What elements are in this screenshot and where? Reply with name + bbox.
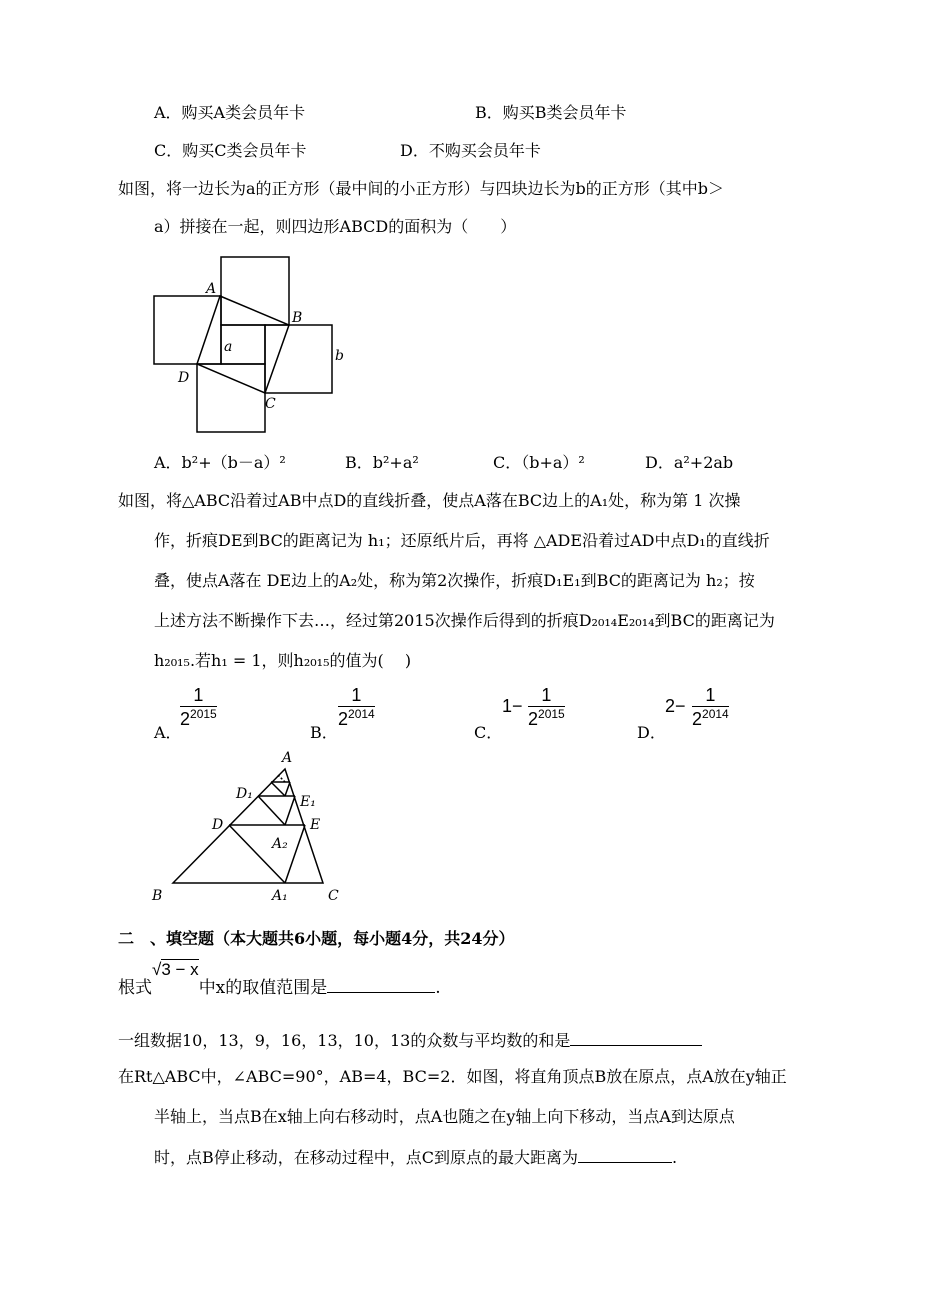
label-e: E (310, 817, 321, 833)
prefix-d: 2− (665, 696, 686, 716)
question-text: 半轴上，当点B在x轴上向右移动时，点A也随之在y轴上向下移动，当点A到达原点 (154, 1107, 735, 1126)
question-text: 上述方法不断操作下去…，经过第2015次操作后得到的折痕D₂₀₁₄E₂₀₁₄到BC的距离记为 (154, 611, 775, 630)
text: 中x的取值范围是 (198, 978, 328, 998)
question-text: 如图，将一边长为a的正方形（最中间的小正方形）与四块边长为b的正方形（其中b＞ (118, 179, 725, 198)
fraction-a: $\frac{1}{2^{2015}}$ (180, 685, 217, 729)
label-side-b: b (335, 348, 344, 364)
question-text: 叠，使点A落在 DE边上的A₂处，称为第2次操作，折痕D₁E₁到BC的距离记为 h₂；按 (154, 571, 755, 590)
prefix-c: 1− (502, 696, 523, 716)
option-d: D． (637, 723, 666, 742)
label-b: B (152, 888, 163, 904)
question-text: a）拼接在一起，则四边形ABCD的面积为（ ） (154, 217, 517, 236)
option-d: D．a²+2ab (645, 453, 734, 472)
question-text (118, 1029, 702, 1052)
label-side-a: a (224, 339, 233, 355)
option-b: B． (310, 723, 338, 742)
question-text: 在Rt△ABC中，∠ABC=90°，AB=4，BC=2．如图，将直角顶点B放在原点，点A放在y轴正 (118, 1067, 787, 1086)
option-a: A．购买A类会员年卡 (154, 103, 306, 122)
label-d-vertex: D (178, 370, 190, 386)
label-c-vertex: C (265, 396, 276, 412)
section-heading: 二 、填空题（本大题共6小题，每小题4分，共24分） (118, 929, 515, 948)
option-c: C．购买C类会员年卡 (154, 141, 307, 160)
option-a: A． (154, 723, 182, 742)
label-d: D (212, 817, 224, 833)
text: . (435, 978, 441, 998)
label-a1: A₁ (272, 888, 288, 904)
radicand: 3 − x (161, 960, 199, 979)
text: 一组数据10，13，9，16，13，10，13的众数与平均数的和是 (118, 1031, 571, 1050)
radical: √3 − x (152, 960, 199, 979)
question-text (118, 960, 441, 999)
answer-blank[interactable] (578, 1146, 672, 1163)
question-text: 作，折痕DE到BC的距离记为 h₁；还原纸片后，再将 △ADE沿着过AD中点D₁的直线折 (154, 531, 770, 550)
text: 时，点B停止移动，在移动过程中，点C到原点的最大距离为 (154, 1148, 579, 1167)
label-b-vertex: B (292, 310, 303, 326)
question-text: h₂₀₁₅.若h₁ = 1，则h₂₀₁₅的值为( ) (154, 651, 412, 670)
label-e1: E₁ (300, 794, 316, 810)
label-a2: A₂ (272, 836, 288, 852)
option-d: D．不购买会员年卡 (400, 141, 541, 160)
answer-blank[interactable] (327, 976, 435, 993)
fraction-d: $\frac{1}{2^{2014}}$ (692, 685, 729, 729)
label-c: C (328, 888, 339, 904)
label-a: A (282, 750, 293, 766)
option-b: B．购买B类会员年卡 (475, 103, 627, 122)
question-text (154, 1146, 677, 1169)
label-d1: D₁ (236, 786, 253, 802)
fraction-c: $\frac{1}{2^{2015}}$ (528, 685, 565, 729)
fraction-b: $\frac{1}{2^{2014}}$ (338, 685, 375, 729)
label-a-vertex: A (206, 281, 217, 297)
option-b: B．b²+a² (345, 453, 419, 472)
text: 根式 (118, 978, 152, 998)
question-text: 如图，将△ABC沿着过AB中点D的直线折叠，使点A落在BC边上的A₁处，称为第 1 次操 (118, 491, 741, 510)
text: . (672, 1148, 678, 1167)
option-c: C． (474, 723, 503, 742)
option-a: A．b²+（b－a）² (154, 453, 286, 472)
answer-blank[interactable] (570, 1029, 702, 1046)
option-c: C．（b+a）² (493, 453, 585, 472)
